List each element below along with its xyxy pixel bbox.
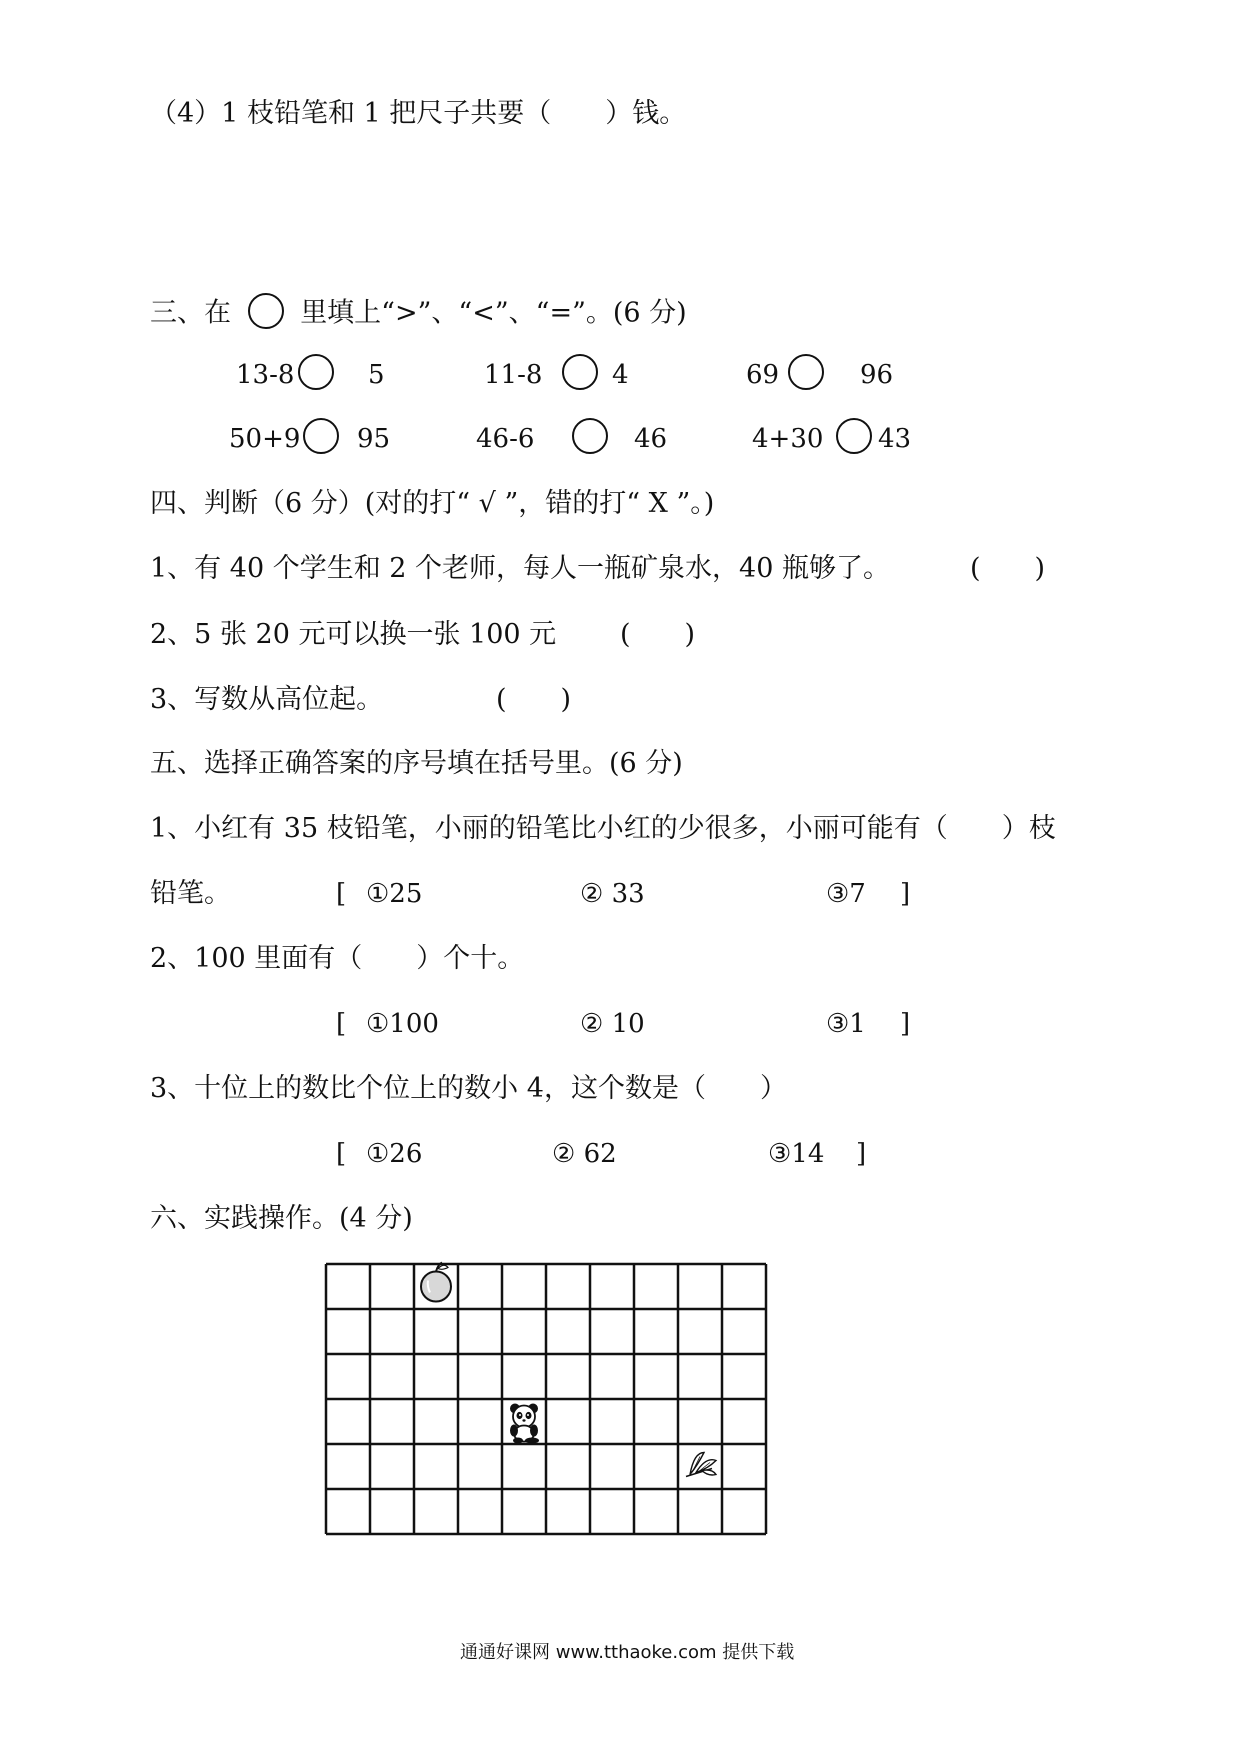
options-close-bracket: ] — [900, 879, 911, 909]
choice-question-3: 3、十位上的数比个位上的数小 4，这个数是（ ） — [150, 1073, 787, 1104]
compare-right: 95 — [357, 424, 391, 454]
compare-left: 50+9 — [229, 424, 301, 454]
option-c[interactable]: ③1 — [826, 1009, 866, 1039]
compare-item — [229, 424, 391, 454]
compare-left: 4+30 — [752, 424, 824, 454]
compare-right: 43 — [878, 424, 912, 454]
section-3-suffix: 里填上“>”、“<”、“=”。(6 分) — [300, 297, 687, 329]
option-b[interactable]: ② 10 — [580, 1009, 645, 1039]
compare-circle[interactable] — [303, 418, 339, 454]
judge-answer-paren[interactable]: ( ) — [970, 553, 1046, 584]
option-c[interactable]: ③7 — [826, 879, 866, 909]
compare-right: 46 — [634, 424, 668, 454]
option-b[interactable]: ② 33 — [580, 879, 645, 909]
apple-icon — [421, 1263, 451, 1302]
option-a[interactable]: ①25 — [366, 879, 423, 909]
compare-item — [752, 424, 912, 454]
compare-circle[interactable] — [836, 418, 872, 454]
section-4-title: 四、判断（6 分）(对的打“ √ ”，错的打“ X ”。) — [150, 488, 715, 519]
compare-item — [484, 360, 629, 390]
compare-left: 69 — [746, 360, 780, 390]
options-close-bracket: ] — [900, 1009, 911, 1039]
section-5-title: 五、选择正确答案的序号填在括号里。(6 分) — [150, 748, 683, 779]
compare-circle[interactable] — [788, 354, 824, 390]
compare-item — [236, 360, 385, 390]
choice-question-2: 2、100 里面有（ ）个十。 — [150, 943, 525, 974]
choice-question-1: 1、小红有 35 枝铅笔，小丽的铅笔比小红的少很多，小丽可能有（ ）枝 — [150, 813, 1056, 844]
options-open-bracket: [ — [336, 1139, 347, 1169]
option-a[interactable]: ①100 — [366, 1009, 439, 1039]
compare-right: 4 — [612, 360, 629, 390]
circle-icon — [248, 293, 284, 329]
option-c[interactable]: ③14 — [768, 1139, 825, 1169]
practice-grid — [322, 1260, 778, 1540]
question-4-line: （4）1 枝铅笔和 1 把尺子共要（ ）钱。 — [150, 98, 687, 129]
judge-answer-paren[interactable]: ( ) — [620, 619, 696, 650]
option-b[interactable]: ② 62 — [552, 1139, 617, 1169]
judge-answer-paren[interactable]: ( ) — [496, 684, 572, 715]
compare-right: 96 — [860, 360, 894, 390]
options-close-bracket: ] — [856, 1139, 867, 1169]
panda-icon — [510, 1404, 539, 1444]
compare-item — [746, 360, 894, 390]
option-a[interactable]: ①26 — [366, 1139, 423, 1169]
compare-circle[interactable] — [298, 354, 334, 390]
judge-text: 2、5 张 20 元可以换一张 100 元 — [150, 619, 557, 650]
compare-left: 46-6 — [476, 424, 535, 454]
compare-right: 5 — [368, 360, 385, 390]
section-6-title: 六、实践操作。(4 分) — [150, 1203, 413, 1234]
compare-item — [476, 424, 668, 454]
judge-text: 3、写数从高位起。 — [150, 684, 384, 715]
judge-item — [150, 621, 556, 648]
compare-circle[interactable] — [562, 354, 598, 390]
section-3-title — [150, 296, 687, 332]
bamboo-icon — [686, 1453, 716, 1477]
choice-question-1-cont: 铅笔。 — [150, 878, 231, 909]
compare-circle[interactable] — [572, 418, 608, 454]
compare-left: 11-8 — [484, 360, 543, 390]
judge-item — [150, 555, 890, 582]
footer-source: 通通好课网 www.tthaoke.com 提供下载 — [460, 1642, 795, 1663]
compare-left: 13-8 — [236, 360, 295, 390]
judge-text: 1、有 40 个学生和 2 个老师，每人一瓶矿泉水，40 瓶够了。 — [150, 553, 890, 584]
section-3-prefix: 三、在 — [150, 297, 231, 329]
options-open-bracket: [ — [336, 879, 347, 909]
judge-item — [150, 686, 383, 713]
options-open-bracket: [ — [336, 1009, 347, 1039]
